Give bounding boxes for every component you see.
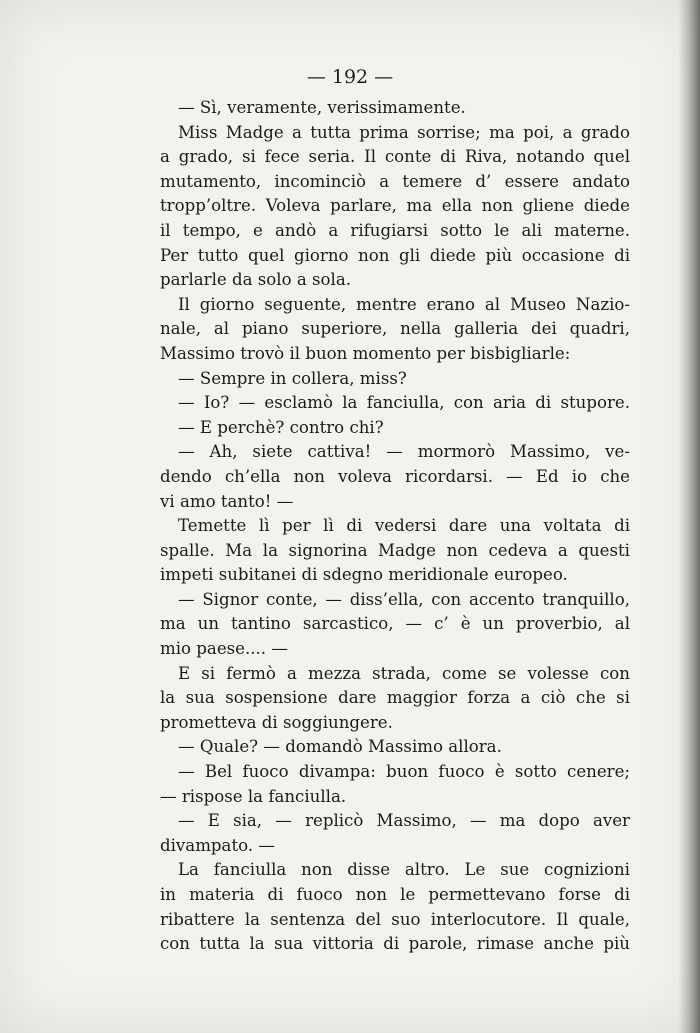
page-number: — 192 — (306, 66, 394, 88)
body-text (160, 96, 630, 957)
text-line: a grado, si fece seria. Il conte di Riva, notando quel (160, 147, 630, 167)
text-line: vi amo tanto! — (160, 491, 294, 511)
text-line: La fanciulla non disse altro. Le sue cognizioni (178, 860, 630, 880)
text-line: Per tutto quel giorno non gli diede più occasione di (160, 245, 630, 265)
text-line: Miss Madge a tutta prima sorrise; ma poi, a grado (178, 122, 630, 142)
text-line: — Bel fuoco divampa: buon fuoco è sotto cenere; (178, 762, 630, 782)
text-line: — E sia, — replicò Massimo, — ma dopo aver (178, 811, 630, 831)
text-line: dendo ch’ella non voleva ricordarsi. — Ed io che (160, 466, 630, 486)
text-line: E si fermò a mezza strada, come se volesse con (178, 663, 630, 683)
text-line: ma un tantino sarcastico, — c’ è un proverbio, al (160, 614, 630, 634)
text-line: Massimo trovò il buon momento per bisbigliarle: (160, 343, 571, 363)
text-line: — rispose la fanciulla. (160, 786, 347, 806)
text-line: in materia di fuoco non le permettevano forse di (160, 885, 630, 904)
text-line: la sua sospensione dare maggior forza a ciò che si (160, 688, 630, 708)
text-line: spalle. Ma la signorina Madge non cedeva a questi (160, 540, 630, 560)
text-line: il tempo, e andò a rifugiarsi sotto le ali materne. (160, 220, 630, 240)
text-line: prometteva di soggiungere. (160, 712, 393, 732)
text-line: ribattere la sentenza del suo interlocutore. Il quale, (160, 909, 630, 929)
text-line: — Ah, siete cattiva! — mormorò Massimo, ve- (178, 442, 630, 462)
text-line: impeti subitanei di sdegno meridionale europeo. (160, 565, 568, 585)
text-line: — Quale? — domandò Massimo allora. (178, 737, 502, 757)
page-edge-shadow (678, 0, 700, 1033)
text-line: — Sempre in collera, miss? (178, 368, 407, 388)
text-line: mio paese.... — (160, 639, 288, 659)
text-line: — Sì, veramente, verissimamente. (178, 98, 466, 117)
text-line: con tutta la sua vittoria di parole, rimase anche più (160, 934, 630, 954)
text-line: parlarle da solo a sola. (160, 270, 351, 290)
text-line: — E perchè? contro chi? (178, 417, 384, 437)
text-line: — Io? — esclamò la fanciulla, con aria di stupore. (178, 393, 630, 413)
text-line: mutamento, incominciò a temere d’ essere andato (160, 171, 630, 191)
text-line: — Signor conte, — diss’ella, con accento tranquillo, (178, 589, 630, 609)
text-line: Temette lì per lì di vedersi dare una voltata di (178, 516, 630, 536)
text-line: divampato. — (160, 835, 275, 855)
text-line: nale, al piano superiore, nella galleria dei quadri, (160, 319, 630, 339)
text-line: tropp’oltre. Voleva parlare, ma ella non gliene diede (160, 196, 630, 216)
text-line: Il giorno seguente, mentre erano al Museo Nazio- (178, 294, 630, 314)
